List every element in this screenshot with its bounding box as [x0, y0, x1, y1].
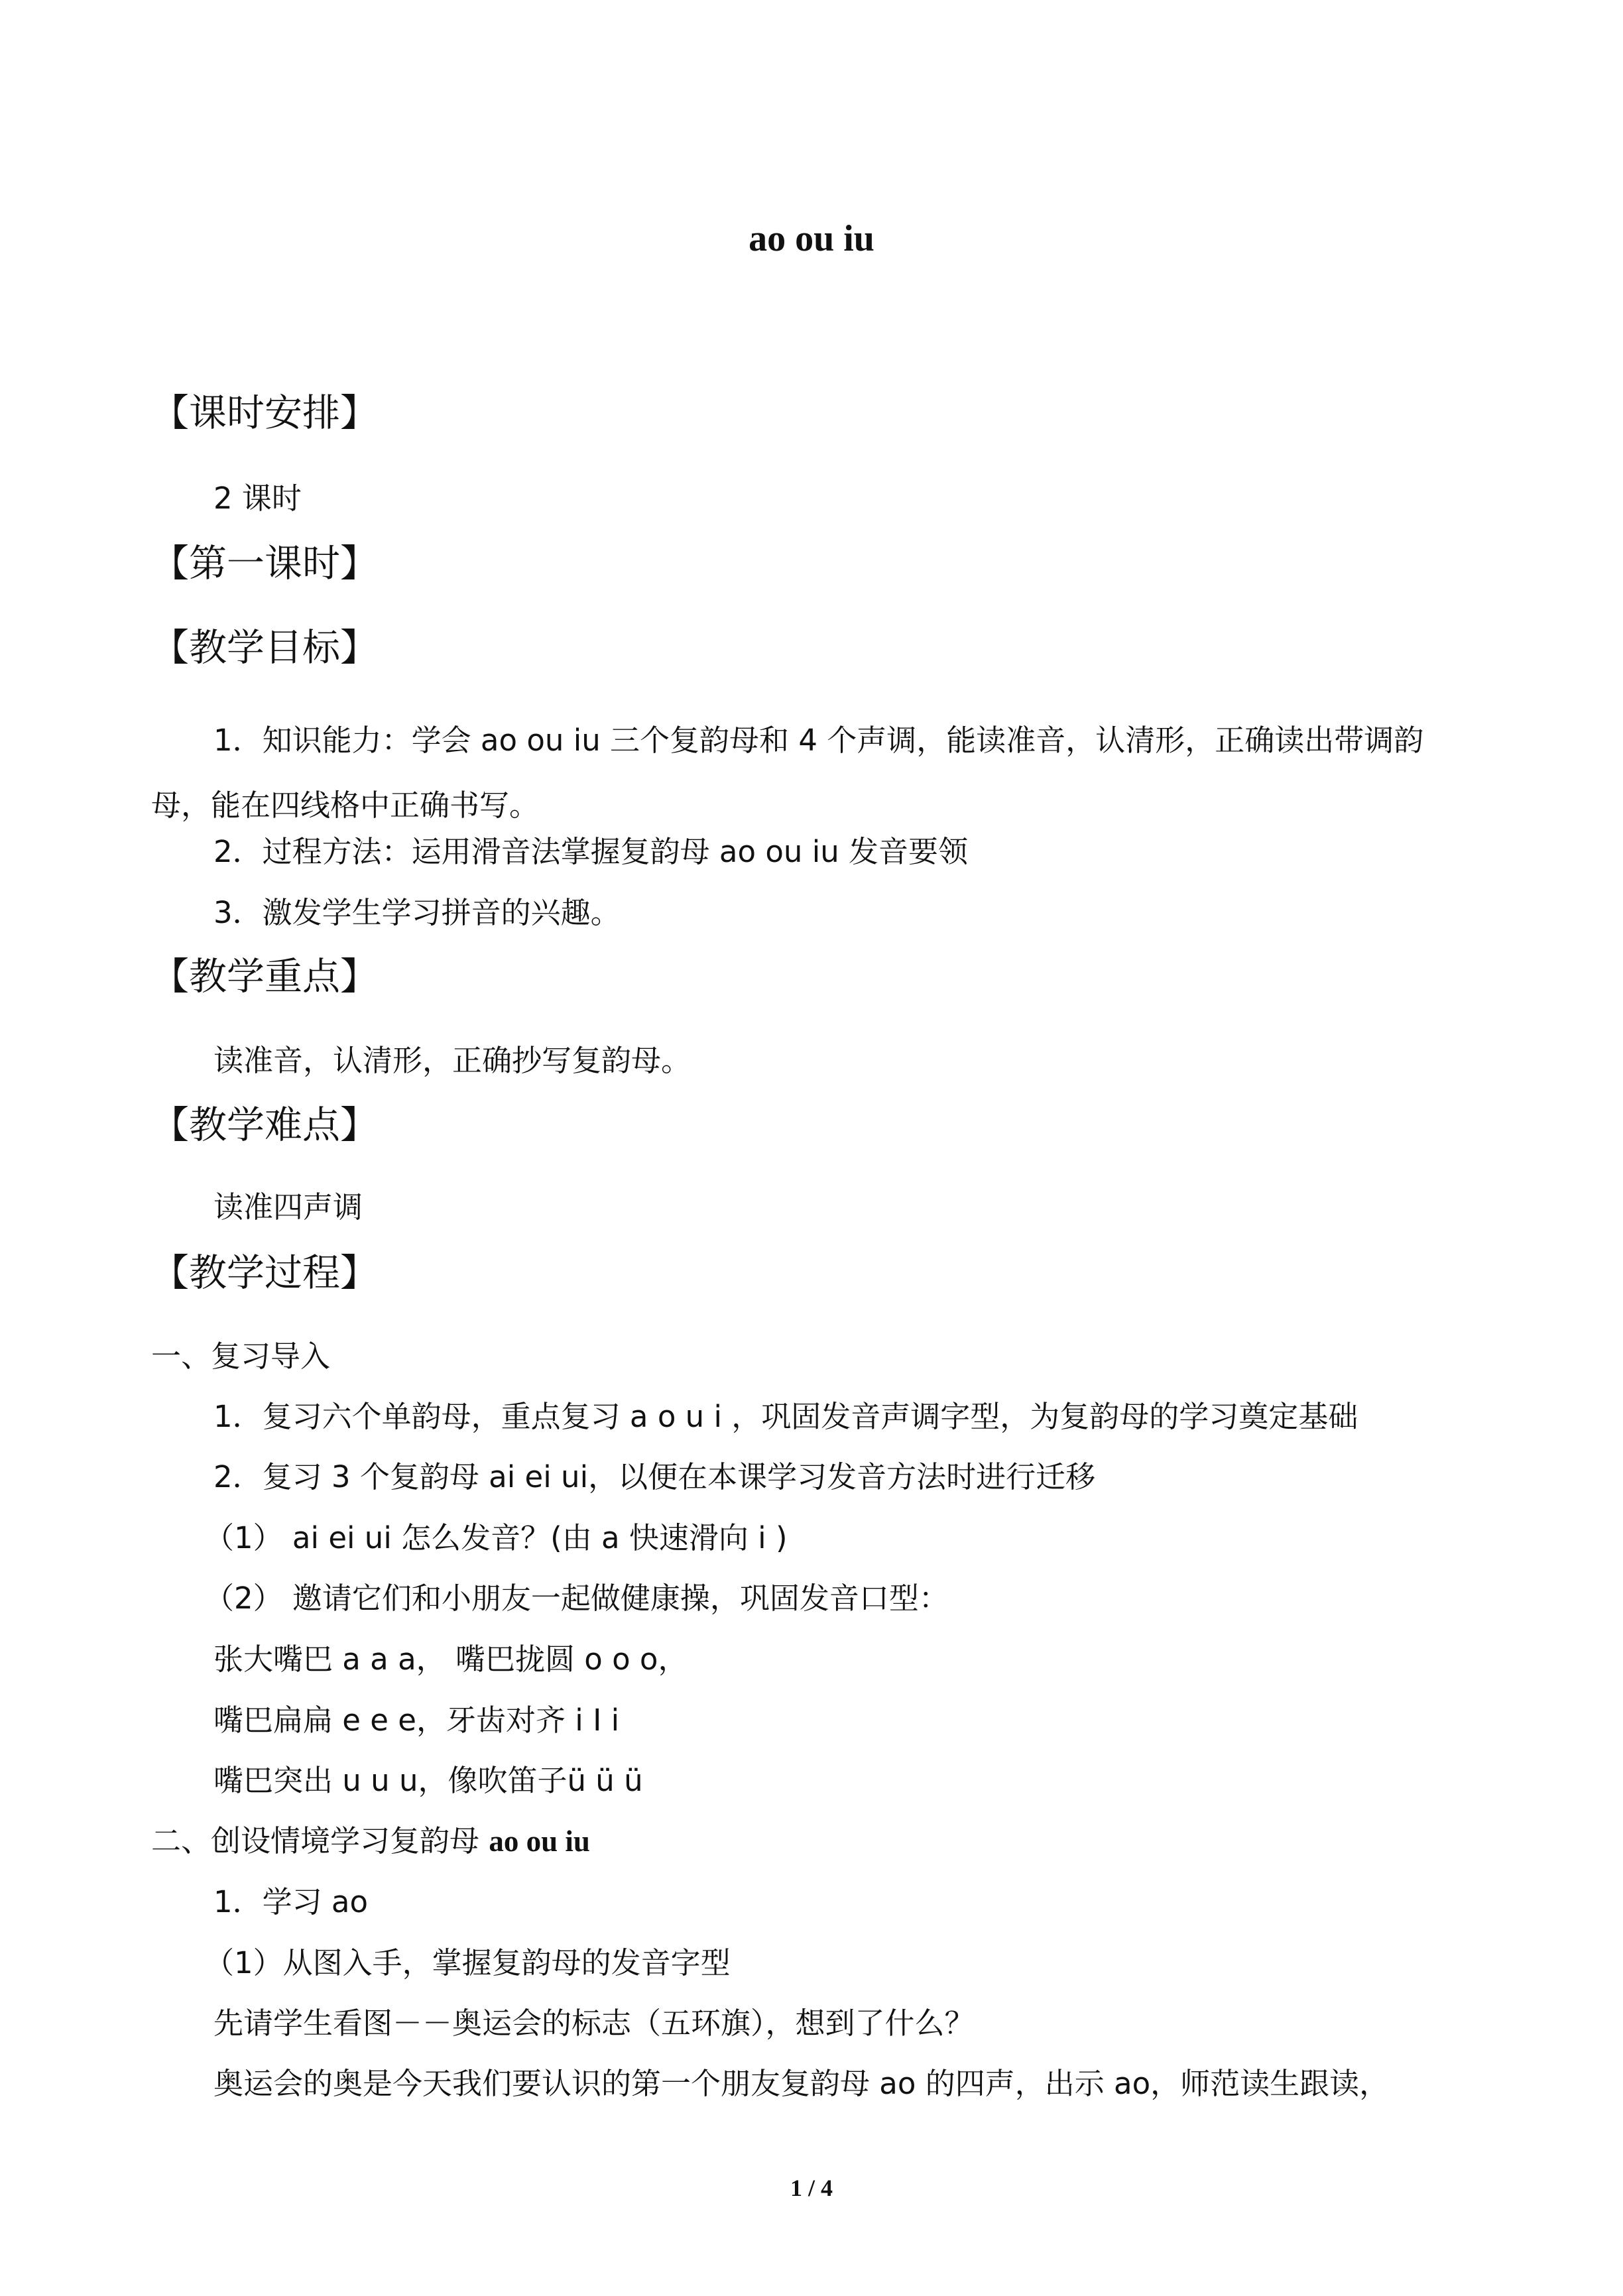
objective-3: 3．激发学生学习拼音的兴趣。: [213, 895, 621, 930]
part-2-heading-finals: ao ou iu: [489, 1825, 590, 1858]
heading-schedule: 【课时安排】: [151, 391, 378, 435]
heading-process: 【教学过程】: [151, 1251, 378, 1295]
part-2-heading-text: 二、创设情境学习复韵母: [151, 1823, 489, 1858]
heading-difficulties: 【教学难点】: [151, 1103, 378, 1147]
part-1-sub-1: （1） ai ei ui 怎么发音？(由 a 快速滑向 i ): [204, 1520, 788, 1555]
chant-line-2: 嘴巴扁扁 e e e，牙齿对齐 i I i: [213, 1703, 620, 1738]
part-1-item-1: 1．复习六个单韵母，重点复习 a o u i ，巩固发音声调字型，为复韵母的学习奠定基础: [213, 1399, 1358, 1434]
part-2-heading: [151, 1818, 590, 1864]
objective-2: 2．过程方法：运用滑音法掌握复韵母 ao ou iu 发音要领: [213, 834, 969, 869]
part-2-item-1: 1．学习 ao: [213, 1884, 369, 1919]
chant-line-1: 张大嘴巴 a a a， 嘴巴拢圆 o o o，: [213, 1642, 688, 1677]
part-1-sub-2: （2） 邀请它们和小朋友一起做健康操，巩固发音口型：: [204, 1581, 949, 1616]
chant-line-3: 嘴巴突出 u u u，像吹笛子ü ü ü: [213, 1763, 643, 1798]
schedule-value: 2 课时: [213, 481, 302, 516]
document-title: ao ou iu: [749, 218, 874, 259]
part-1-heading: 一、复习导入: [151, 1339, 331, 1374]
heading-first-lesson: 【第一课时】: [151, 542, 378, 585]
key-points-value: 读准音，认清形，正确抄写复韵母。: [213, 1043, 691, 1078]
difficulties-value: 读准四声调: [213, 1189, 363, 1225]
part-1-item-2: 2．复习 3 个复韵母 ai ei ui，以便在本课学习发音方法时进行迁移: [213, 1459, 1096, 1494]
heading-objectives: 【教学目标】: [151, 626, 378, 670]
heading-key-points: 【教学重点】: [151, 955, 378, 998]
page-number: 1 / 4: [790, 2175, 833, 2201]
part-2-text-1: 先请学生看图－－奥运会的标志（五环旗），想到了什么？: [213, 2006, 975, 2041]
part-2-sub-1: （1）从图入手，掌握复韵母的发音字型: [204, 1945, 731, 1980]
objective-1: 1．知识能力：学会 ao ou iu 三个复韵母和 4 个声调，能读准音，认清形，正确读出带调韵母，能在四线格中正确书写。: [151, 723, 1424, 823]
part-2-text-2: 奥运会的奥是今天我们要认识的第一个朋友复韵母 ao 的四声，出示 ao，师范读生跟读，: [213, 2066, 1390, 2101]
